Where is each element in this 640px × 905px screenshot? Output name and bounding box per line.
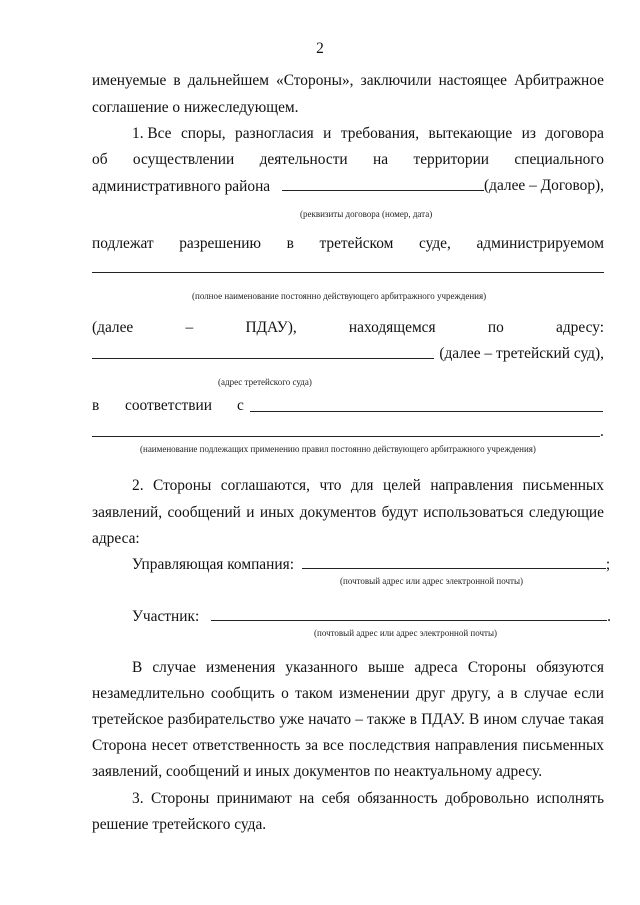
word: о bbox=[281, 685, 289, 702]
management-semicolon: ; bbox=[605, 556, 611, 573]
word: начато bbox=[308, 711, 352, 728]
participant-address-blank[interactable] bbox=[211, 606, 607, 621]
word: сообщить bbox=[210, 685, 275, 702]
word: споры, bbox=[180, 125, 226, 142]
word: 1. Все bbox=[132, 125, 172, 142]
word: территории bbox=[413, 151, 490, 168]
word: в bbox=[510, 685, 518, 702]
word: адреса bbox=[414, 659, 458, 676]
word: письменных bbox=[522, 477, 604, 494]
word: все bbox=[322, 737, 344, 754]
contract-details-blank[interactable] bbox=[282, 176, 484, 191]
clause1-line-6 bbox=[92, 344, 604, 365]
clause1-line-2 bbox=[92, 150, 604, 170]
word: что bbox=[319, 477, 342, 494]
word: последствия bbox=[348, 737, 431, 754]
word: следующие bbox=[528, 504, 604, 521]
word: целей bbox=[383, 477, 421, 494]
word: ином bbox=[483, 711, 518, 728]
rules-caption: (наименование подлежащих применению правил постоянно действующего арбитражного учреждения) bbox=[140, 444, 536, 454]
clause3-line-2: решение третейского суда. bbox=[92, 816, 267, 833]
word: деятельности bbox=[259, 151, 348, 168]
word: «Стороны», bbox=[276, 72, 354, 89]
word: случае bbox=[521, 711, 565, 728]
word: и bbox=[323, 125, 332, 142]
word: за bbox=[305, 737, 319, 754]
word: другу, bbox=[451, 685, 491, 702]
change-line-1 bbox=[132, 658, 604, 678]
word: подлежат bbox=[92, 235, 154, 252]
word: обязуются bbox=[536, 659, 604, 676]
clause1-line-3 bbox=[92, 176, 604, 197]
word: Сторона bbox=[92, 737, 147, 754]
clause1-line-5 bbox=[92, 318, 604, 338]
word: третейском bbox=[319, 235, 394, 252]
participant-period: . bbox=[607, 608, 611, 625]
management-company-caption: (почтовый адрес или адрес электронной почты) bbox=[340, 576, 524, 586]
word: заявлений, bbox=[92, 504, 163, 521]
word: разбирательство bbox=[167, 711, 276, 728]
word: суде, bbox=[418, 235, 451, 252]
change-line-3 bbox=[92, 710, 604, 730]
clause3-line-1 bbox=[132, 789, 604, 809]
word: – bbox=[355, 711, 363, 728]
word: иных bbox=[259, 504, 295, 521]
word: несет bbox=[151, 737, 188, 754]
page-number: 2 bbox=[316, 40, 324, 57]
change-line-4 bbox=[92, 736, 604, 756]
change-line-5: заявлений, сообщений и иных документов по неактуальному адресу. bbox=[92, 763, 543, 780]
word: также bbox=[367, 711, 406, 728]
management-company-label: Управляющая компания: bbox=[132, 556, 294, 573]
word: если bbox=[573, 685, 604, 702]
clause2-line-1 bbox=[132, 476, 604, 496]
word: из bbox=[521, 125, 536, 142]
participant-row bbox=[132, 606, 611, 627]
word: добровольно bbox=[445, 790, 530, 807]
word: Стороны bbox=[150, 790, 210, 807]
word: на bbox=[299, 790, 315, 807]
change-line-2 bbox=[92, 684, 604, 704]
contract-details-caption: (реквизиты договора (номер, дата) bbox=[300, 209, 433, 219]
court-address-blank[interactable] bbox=[92, 344, 434, 359]
word: находящемся bbox=[348, 319, 436, 336]
participant-caption: (почтовый адрес или адрес электронной почты) bbox=[314, 628, 498, 638]
word: разрешению bbox=[179, 235, 262, 252]
word: в bbox=[173, 72, 181, 89]
word: третейское bbox=[92, 711, 164, 728]
management-company-row bbox=[132, 554, 611, 575]
word: направления bbox=[430, 477, 514, 494]
word: требования, bbox=[340, 125, 420, 142]
word: такая bbox=[569, 711, 604, 728]
word: себя bbox=[321, 790, 350, 807]
word: на bbox=[373, 151, 389, 168]
intro-line-2: соглашение о нижеследующем. bbox=[92, 99, 299, 116]
word: соглашаются, bbox=[220, 477, 310, 494]
word: специального bbox=[514, 151, 604, 168]
institution-name-blank[interactable] bbox=[92, 272, 604, 273]
word: для bbox=[350, 477, 374, 494]
word: изменении bbox=[339, 685, 410, 702]
word: 3. bbox=[132, 790, 144, 807]
word: использоваться bbox=[423, 504, 524, 521]
rules-blank-1[interactable] bbox=[250, 411, 603, 412]
word: исполнять bbox=[536, 790, 604, 807]
word: ПДАУ. bbox=[421, 711, 465, 728]
district-label: административного района bbox=[92, 178, 271, 195]
word: изменения bbox=[206, 659, 276, 676]
word: друг bbox=[415, 685, 446, 702]
word: разногласия bbox=[235, 125, 314, 142]
word: будут bbox=[381, 504, 418, 521]
word: Арбитражное bbox=[514, 72, 604, 89]
word: настоящее bbox=[438, 72, 507, 89]
word: Стороны bbox=[467, 659, 527, 676]
word: в bbox=[409, 711, 418, 728]
word-v: в bbox=[92, 397, 100, 414]
word: сообщений bbox=[167, 504, 241, 521]
word: а bbox=[497, 685, 505, 702]
word: договора bbox=[545, 125, 604, 142]
word: указанного bbox=[285, 659, 358, 676]
word: и bbox=[246, 504, 255, 521]
institution-caption: (полное наименование постоянно действующего арбитражного учреждения) bbox=[192, 291, 487, 301]
word: принимают bbox=[216, 790, 292, 807]
word: – bbox=[185, 319, 194, 336]
contract-alias: (далее – Договор), bbox=[484, 177, 604, 194]
word: документов bbox=[299, 504, 377, 521]
word: адресу: bbox=[556, 319, 604, 336]
word: ответственность bbox=[192, 737, 301, 754]
word-sootvetstvii: соответствии bbox=[125, 397, 212, 414]
word: заключили bbox=[360, 72, 432, 89]
word: 2. bbox=[132, 477, 144, 494]
court-alias: (далее – третейский суд), bbox=[439, 345, 604, 362]
clause2-line-2 bbox=[92, 503, 604, 523]
word: В bbox=[132, 659, 143, 676]
word: случае bbox=[152, 659, 196, 676]
word: ПДАУ), bbox=[245, 319, 297, 336]
participant-label: Участник: bbox=[132, 608, 200, 625]
rules-period: . bbox=[600, 423, 604, 440]
word: направления bbox=[434, 737, 518, 754]
court-address-caption: (адрес третейского суда) bbox=[218, 377, 312, 387]
word: вытекающие bbox=[428, 125, 513, 142]
word: (далее bbox=[92, 319, 134, 336]
clause1-line-4 bbox=[92, 234, 604, 254]
word: уже bbox=[279, 711, 305, 728]
clause1-line-1 bbox=[132, 124, 604, 144]
word: письменных bbox=[522, 737, 604, 754]
word: незамедлительно bbox=[92, 685, 205, 702]
word: администрируемом bbox=[476, 235, 604, 252]
intro-line-1 bbox=[92, 71, 604, 91]
word-s: с bbox=[237, 397, 244, 414]
word: именуемые bbox=[92, 72, 167, 89]
word: случае bbox=[524, 685, 568, 702]
management-company-address-blank[interactable] bbox=[302, 554, 606, 569]
word: дальнейшем bbox=[187, 72, 269, 89]
word: осуществлении bbox=[132, 151, 235, 168]
word: таком bbox=[295, 685, 333, 702]
clause2-line-3: адреса: bbox=[92, 530, 140, 547]
rules-blank-2[interactable] bbox=[92, 436, 600, 437]
word: в bbox=[286, 235, 294, 252]
word: выше bbox=[367, 659, 405, 676]
word: об bbox=[92, 151, 108, 168]
word: В bbox=[469, 711, 480, 728]
word: по bbox=[487, 319, 504, 336]
word: обязанность bbox=[357, 790, 438, 807]
word: Стороны bbox=[153, 477, 212, 494]
